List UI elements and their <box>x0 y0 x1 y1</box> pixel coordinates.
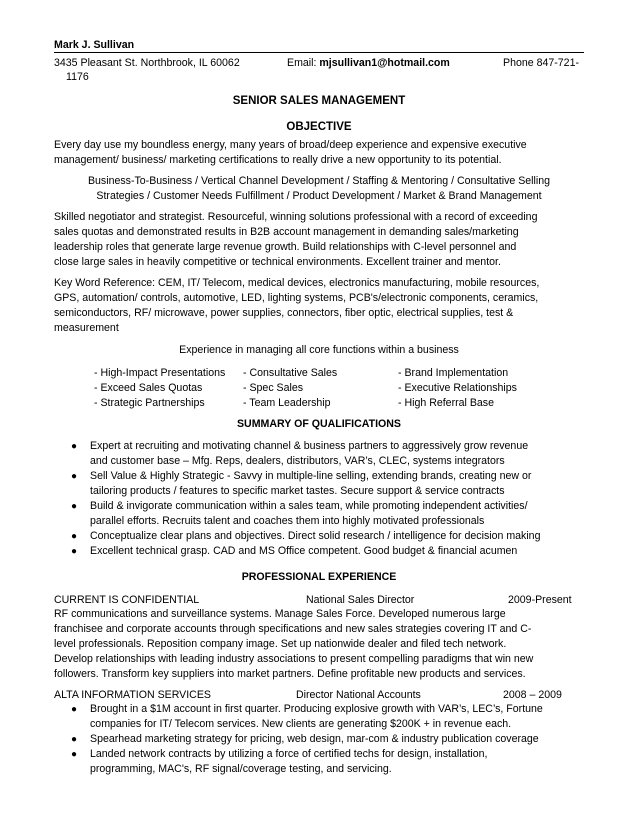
job-description-line: followers. Transform key suppliers into market partners. Define profitable new products and services. <box>54 668 526 680</box>
job-bullet-line: Spearhead marketing strategy for pricing, web design, mar-com & industry publication coverage <box>90 733 539 745</box>
function-item: - Team Leadership <box>243 397 331 409</box>
objective-line: Every day use my boundless energy, many years of broad/deep experience and expensive executive <box>54 139 527 151</box>
resume-title: SENIOR SALES MANAGEMENT <box>232 95 406 107</box>
bullet-icon: ● <box>71 734 78 745</box>
job-company: ALTA INFORMATION SERVICES <box>54 689 211 701</box>
bullet-icon: ● <box>71 471 78 482</box>
bullet-icon: ● <box>71 501 78 512</box>
keyword-line: Key Word Reference: CEM, IT/ Telecom, medical devices, electronics manufacturing, mobile resources, <box>54 277 540 289</box>
qualification-line: Sell Value & Highly Strategic - Savvy in multiple-line selling, extending brands, creating new or <box>90 470 532 482</box>
email-line <box>287 56 450 71</box>
function-item: - Strategic Partnerships <box>94 397 205 409</box>
job-description-line: franchisee and corporate accounts through specifications and new sales strategies covering IT and C- <box>54 623 532 635</box>
qualifications-heading: SUMMARY OF QUALIFICATIONS <box>236 418 401 430</box>
job-company: CURRENT IS CONFIDENTIAL <box>54 594 200 606</box>
qualification-line: and customer base – Mfg. Reps, dealers, distributors, VAR’s, CLEC, systems integrators <box>90 455 505 467</box>
job-description-line: Develop relationships with leading industry associations to present compelling paradigms that win new <box>54 653 534 665</box>
qualification-line: Conceptualize clear plans and objectives. Direct solid research / intelligence for decision making <box>90 530 541 542</box>
email-label: Email: <box>287 57 317 69</box>
candidate-name: Mark J. Sullivan <box>54 39 135 51</box>
job-description-line: level professionals. Reposition company image. Set up nationwide dealer and filed tech network. <box>54 638 507 650</box>
bullet-icon: ● <box>71 546 78 557</box>
keyword-line: GPS, automation/ controls, automotive, LED, lighting systems, PCB's/electronic components, ceramics, <box>54 292 539 304</box>
job-role: National Sales Director <box>306 594 415 606</box>
objective-heading: OBJECTIVE <box>286 121 352 133</box>
job-bullet-line: programming, MAC's, RF signal/coverage testing, and servicing. <box>90 763 392 775</box>
qualification-line: tailoring products / features to specific market tastes. Secure support & service contracts <box>90 485 505 497</box>
job-bullet-line: companies for IT/ Telecom services. New clients are generating $200K + in revenue each. <box>90 718 512 730</box>
function-item: - Exceed Sales Quotas <box>94 382 203 394</box>
objective-line: management/ business/ marketing certifications to really drive a new opportunity to its potential. <box>54 154 502 166</box>
address: 3435 Pleasant St. Northbrook, IL 60062 <box>54 57 240 69</box>
qualification-line: Build & invigorate communication within a sales team, while promoting independent activities/ <box>90 500 528 512</box>
job-bullet-line: Landed network contracts by utilizing a force of certified techs for design, installation, <box>90 748 488 760</box>
job-description-line: RF communications and surveillance systems. Manage Sales Force. Developed numerous large <box>54 608 506 620</box>
function-item: - Executive Relationships <box>398 382 517 394</box>
focus-line: Strategies / Customer Needs Fulfillment / Product Development / Market & Brand Management <box>96 190 542 202</box>
email-address: mjsullivan1@hotmail.com <box>319 57 450 69</box>
function-item: - Spec Sales <box>243 382 304 394</box>
qualification-line: Expert at recruiting and motivating channel & business partners to aggressively grow revenue <box>90 440 529 452</box>
functions-intro: Experience in managing all core functions within a business <box>179 344 459 356</box>
function-item: - High Referral Base <box>398 397 494 409</box>
function-item: - Brand Implementation <box>398 367 509 379</box>
job-dates: 2009-Present <box>508 594 572 606</box>
bullet-icon: ● <box>71 531 78 542</box>
experience-heading: PROFESSIONAL EXPERIENCE <box>241 571 397 583</box>
qualification-line: Excellent technical grasp. CAD and MS Office competent. Good budget & financial acumen <box>90 545 518 557</box>
summary-line: leadership roles that generate large revenue growth. Build relationships with C-level personnel and <box>54 241 517 253</box>
keyword-line: semiconductors, RF/ microwave, power supplies, connectors, fiber optic, electrical supplies, test & <box>54 307 514 319</box>
bullet-icon: ● <box>71 749 78 760</box>
keyword-line: measurement <box>54 322 119 334</box>
summary-line: sales quotas and demonstrated results in B2B account management in demanding sales/marketing <box>54 226 519 238</box>
qualification-line: parallel efforts. Recruits talent and coaches them into highly motivated professionals <box>90 515 485 527</box>
job-bullet-line: Brought in a $1M account in first quarter. Producing explosive growth with VAR’s, LEC’s, Fortune <box>90 703 543 715</box>
phone-line-1: Phone 847-721- <box>503 57 579 69</box>
job-dates: 2008 – 2009 <box>503 689 562 701</box>
function-item: - Consultative Sales <box>243 367 338 379</box>
function-item: - High-Impact Presentations <box>94 367 226 379</box>
summary-line: Skilled negotiator and strategist. Resourceful, winning solutions professional with a record of exceeding <box>54 211 538 223</box>
header-rule <box>54 52 584 53</box>
job-role: Director National Accounts <box>296 689 421 701</box>
summary-line: close large sales in heavily competitive or technical environments. Excellent trainer and mentor. <box>54 256 501 268</box>
focus-line: Business-To-Business / Vertical Channel Development / Staffing & Mentoring / Consultative Selling <box>87 175 551 187</box>
phone-line-2: 1176 <box>66 71 89 83</box>
bullet-icon: ● <box>71 441 78 452</box>
bullet-icon: ● <box>71 704 78 715</box>
